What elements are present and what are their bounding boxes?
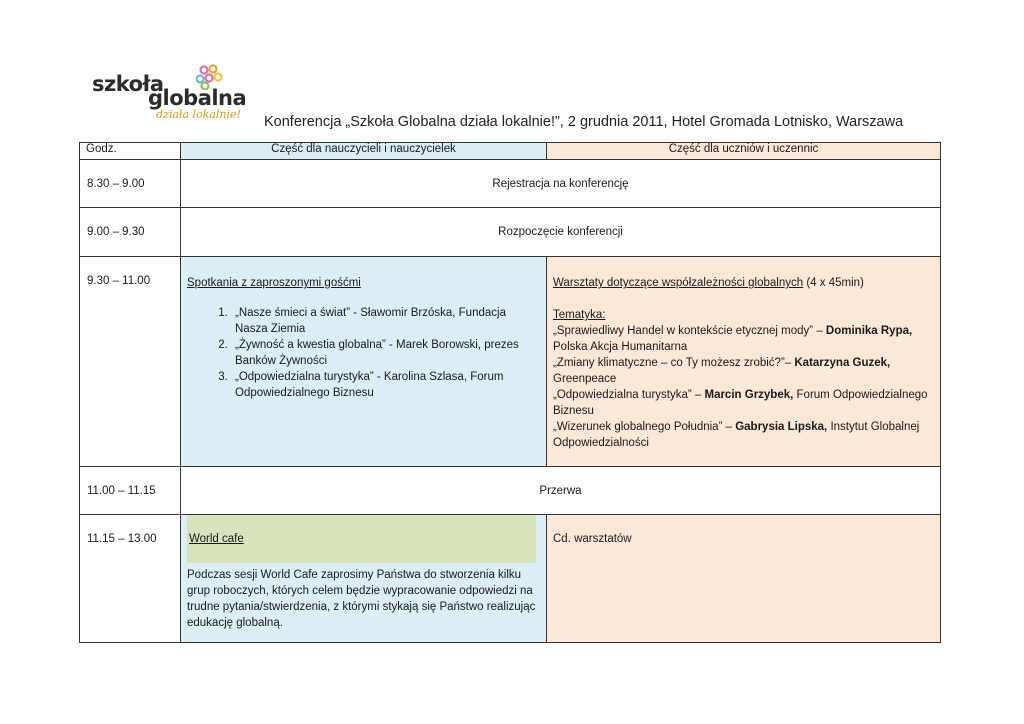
topic-person: Dominika Rypa, [825,325,913,337]
header-teachers: Część dla nauczycieli i nauczycielek [181,143,547,160]
header-time: Godz. [80,143,181,160]
list-item [553,323,934,355]
topic-org: Instytut Globalnej Odpowiedzialności [553,421,920,449]
topic-text: „Zmiany klimatyczne – co Ty możesz zrobić?”– [553,357,795,369]
time-cell: 11.00 – 11.15 [80,467,181,515]
table-row [80,160,941,208]
topic-org: Greenpeace [553,373,617,385]
logo-word-szkola: szkoła [92,72,164,96]
time-cell: 8.30 – 9.00 [80,160,181,208]
table-row [80,515,941,643]
guests-list [187,305,540,401]
conference-title: Konferencja „Szkoła Globalna działa lokalnie!”, 2 grudnia 2011, Hotel Gromada Lotnisko, Warszawa [264,114,904,130]
opening-cell: Rozpoczęcie konferencji [181,208,941,257]
topic-person: Katarzyna Guzek, [794,357,891,369]
table-row [80,208,941,257]
topic-text: „Sprawiedliwy Handel w kontekście etycznej mody” – [553,325,826,337]
workshops-duration: (4 x 45min) [803,277,864,289]
topic-text: „Wizerunek globalnego Południa” – [553,421,736,433]
list-item: 2. „Żywność a kwestia globalna” - Marek Borowski, prezes Banków Żywności [231,337,540,369]
break-cell: Przerwa [181,467,941,515]
topic-text: „Odpowiedzialna turystyka” – [553,389,705,401]
workshops-heading [553,275,934,291]
topic-org: Polska Akcja Humanitarna [553,341,688,353]
table-row [80,257,941,467]
world-cafe-cell [181,515,547,643]
list-item: 3. „Odpowiedzialna turystyka” - Karolina Szlasa, Forum Odpowiedzialnego Biznesu [231,369,540,401]
topic-person: Gabrysia Lipska, [735,421,828,433]
guests-cell [181,257,547,467]
topic-person: Marcin Grzybek, [704,389,794,401]
guests-title: Spotkania z zaproszonymi gośćmi [187,277,361,289]
list-item [553,355,934,387]
list-item [553,387,934,419]
workshops-title: Warsztaty dotyczące współzależności globalnych [553,277,804,289]
world-cafe-text: Podczas sesji World Cafe zaprosimy Państwa do stworzenia kilku grup roboczych, których celem będzie wypracowanie odpowiedzi na trudne pytania/stwierdzenia, z którymi stykają się Państwo realizując edukację globalną. [187,569,536,629]
topic-org: Forum Odpowiedzialnego Biznesu [553,389,928,417]
header-students: Część dla uczniów i uczennic [547,143,941,160]
header-row [80,143,941,160]
time-cell: 9.30 – 11.00 [80,257,181,467]
table-row [80,467,941,515]
logo-word-globalna: globalna [148,86,247,110]
world-cafe-title: World cafe [189,533,244,545]
logo [90,62,260,122]
list-item [553,419,934,451]
schedule-table [79,142,941,643]
time-cell: 11.15 – 13.00 [80,515,181,643]
registration-cell: Rejestracja na konferencję [181,160,941,208]
topics-label: Tematyka: [553,309,606,321]
world-cafe-title-band [187,515,536,563]
time-cell: 9.00 – 9.30 [80,208,181,257]
list-item: 1. „Nasze śmieci a świat” - Sławomir Brzóska, Fundacja Nasza Ziemia [231,305,540,337]
workshops-continued-cell: Cd. warsztatów [547,515,941,643]
workshops-cell [547,257,941,467]
logo-tagline: działa lokalnie! [156,108,241,121]
